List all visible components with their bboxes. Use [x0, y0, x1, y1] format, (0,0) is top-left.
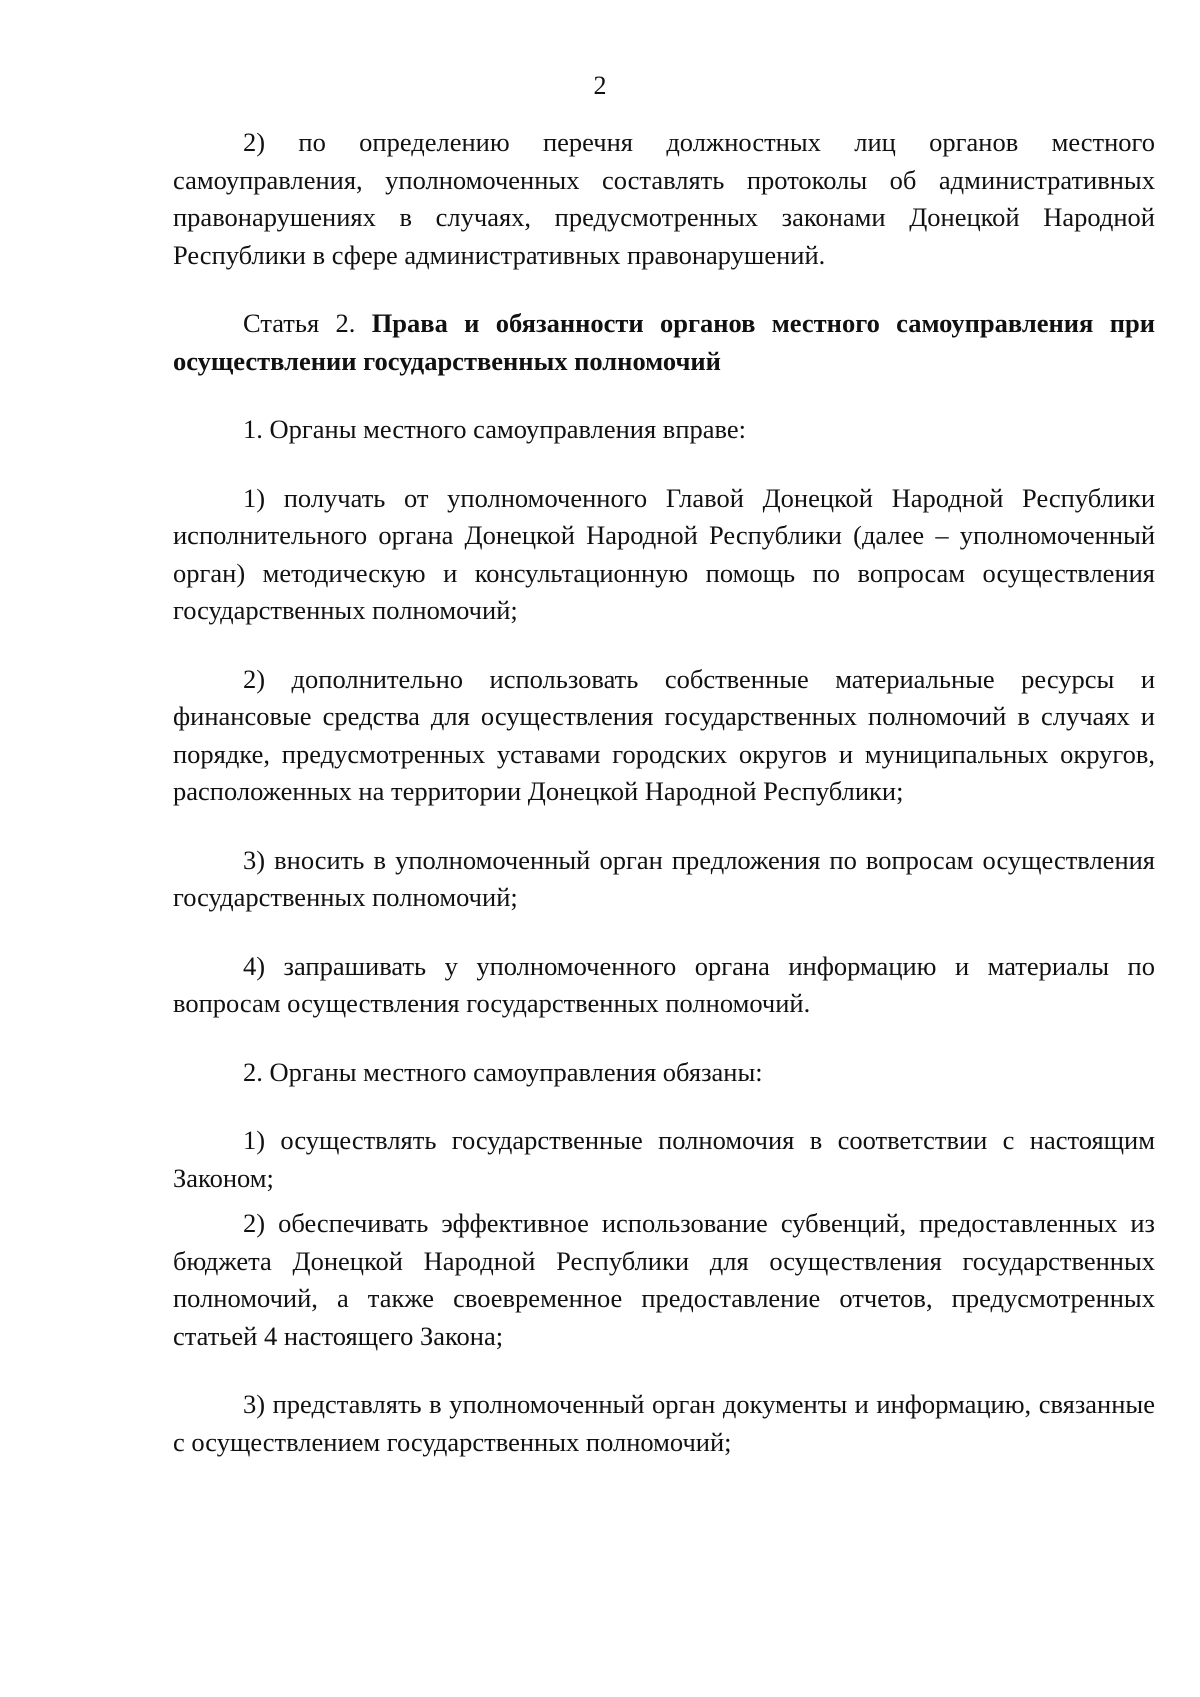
section-1-item-3: 3) вносить в уполномоченный орган предложения по вопросам осуществления государственных полномочий; — [173, 844, 1155, 912]
article-number: Статья 2. — [243, 308, 372, 338]
article-title: Права и обязанности органов местного самоуправления при осуществлении государственных полномочий — [173, 308, 1155, 376]
section-1-item-1: 1) получать от уполномоченного Главой Донецкой Народной Республики исполнительного органа Донецкой Народной Республики (далее – уполномоченный орган) методическую и консультационную помощь по вопросам осуществления государственных полномочий; — [173, 482, 1155, 625]
section-1-item-2: 2) дополнительно использовать собственные материальные ресурсы и финансовые средства для осуществления государственных полномочий в случаях и порядке, предусмотренных уставами городских округов и муниципальных округов, расположенных на территории Донецкой Народной Республики; — [173, 663, 1155, 806]
section-1-intro: 1. Органы местного самоуправления вправе: — [243, 414, 746, 444]
section-2-item-2: 2) обеспечивать эффективное использование субвенций, предоставленных из бюджета Донецкой Народной Республики для осуществления государственных полномочий, а также своевременное предоставление отчетов, предусмотренных статьей 4 настоящего Закона; — [173, 1208, 1155, 1351]
document-body — [173, 124, 1155, 1461]
paragraph-item-2-part1: 2) по определению перечня должностных лиц органов местного самоуправления, уполномоченных составлять протоколы об административных правонарушениях в случаях, предусмотренных законами Донецкой Народной Республики в сфере административных правонарушений. — [173, 127, 1155, 270]
section-1-item-4: 4) запрашивать у уполномоченного органа информацию и материалы по вопросам осуществления государственных полномочий. — [173, 950, 1155, 1018]
article-heading — [173, 305, 1155, 380]
section-2-item-1: 1) осуществлять государственные полномочия в соответствии с настоящим Законом; — [173, 1125, 1155, 1193]
section-2-intro: 2. Органы местного самоуправления обязаны: — [243, 1056, 763, 1087]
section-2-item-3: 3) представлять в уполномоченный орган документы и информацию, связанные с осуществлением государственных полномочий; — [173, 1389, 1155, 1457]
page-number: 2 — [593, 71, 607, 100]
